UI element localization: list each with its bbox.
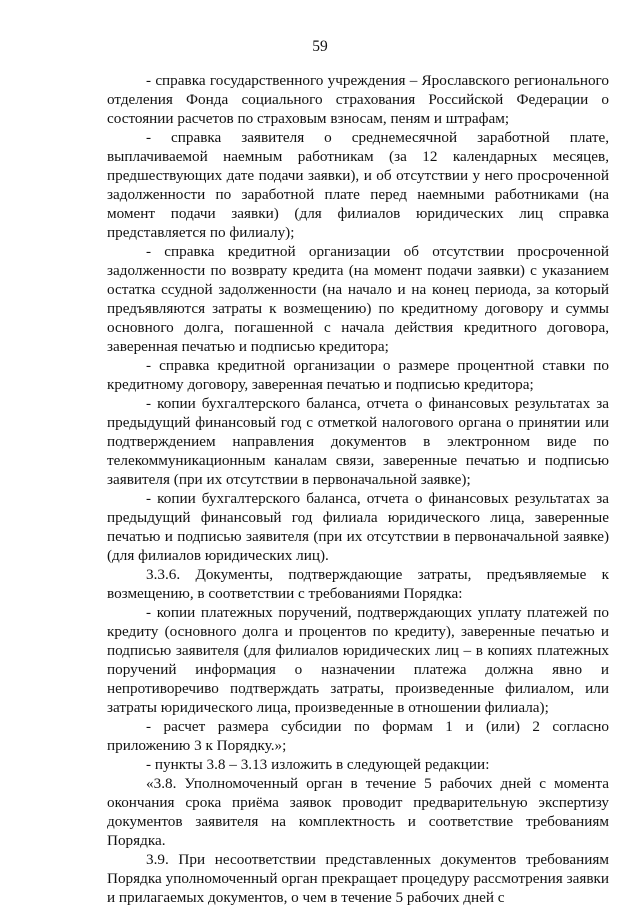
document-body xyxy=(107,71,609,907)
paragraph-items-3-8-3-13: - пункты 3.8 – 3.13 изложить в следующей редакции: xyxy=(146,756,490,773)
paragraph-credit-debt-certificate: - справка кредитной организации об отсутствии просроченной задолженности по возврату кредита (на момент подачи заявки) с указанием остатка ссудной задолженности (на начало и на конец периода, за который предъявляются затраты к возмещению) по кредитному договору и суммы основного долга, погашенной с начала действия кредитного договора, заверенная печатью и подписью кредитора; xyxy=(107,243,609,355)
paragraph-branch-balance-sheet-copies: - копии бухгалтерского баланса, отчета о финансовых результатах за предыдущий финансовый год филиала юридического лица, заверенные печатью и подписью заявителя (при их отсутствии в первоначальной заявке) (для филиалов юридических лиц). xyxy=(107,490,609,564)
paragraph-fss-certificate: - справка государственного учреждения – Ярославского регионального отделения Фонда социального страхования Российской Федерации о состоянии расчетов по страховым взносам, пеням и штрафам; xyxy=(107,72,609,127)
paragraph-section-3-9: 3.9. При несоответствии представленных документов требованиям Порядка уполномоченный орган прекращает процедуру рассмотрения заявки и прилагаемых документов, о чем в течение 5 рабочих дней с xyxy=(107,851,609,906)
paragraph-salary-certificate: - справка заявителя о среднемесячной заработной плате, выплачиваемой наемным работникам (за 12 календарных месяцев, предшествующих дате подачи заявки), и об отсутствии у него просроченной задолженности по заработной плате перед наемными работниками (на момент подачи заявки) (для филиалов юридических лиц справка представляется по филиалу); xyxy=(107,129,609,241)
paragraph-payment-orders: - копии платежных поручений, подтверждающих уплату платежей по кредиту (основного долга и процентов по кредиту), заверенные печатью и подписью заявителя (для филиалов юридических лиц – в копиях платежных поручений информация о назначении платежа должна явно и непротиворечиво подтверждать затраты, произведенные филиалом, или затраты юридического лица, произведенные в отношении филиала); xyxy=(107,604,609,716)
page-number: 59 xyxy=(312,38,328,55)
paragraph-section-3-3-6: 3.3.6. Документы, подтверждающие затраты, предъявляемые к возмещению, в соответствии с требованиями Порядка: xyxy=(107,566,609,602)
paragraph-balance-sheet-copies: - копии бухгалтерского баланса, отчета о финансовых результатах за предыдущий финансовый год с отметкой налогового органа о принятии или подтверждением направления документов в электронном виде по телекоммуникационным каналам связи, заверенные печатью и подписью заявителя (при их отсутствии в первоначальной заявке); xyxy=(107,395,609,488)
paragraph-interest-rate-certificate: - справка кредитной организации о размере процентной ставки по кредитному договору, заверенная печатью и подписью кредитора; xyxy=(107,357,609,393)
paragraph-section-3-8: «3.8. Уполномоченный орган в течение 5 рабочих дней с момента окончания срока приёма заявок проводит предварительную экспертизу документов заявителя на комплектность и соответствие требованиям Порядка. xyxy=(107,775,609,849)
paragraph-subsidy-calculation: - расчет размера субсидии по формам 1 и (или) 2 согласно приложению 3 к Порядку.»; xyxy=(107,718,609,754)
